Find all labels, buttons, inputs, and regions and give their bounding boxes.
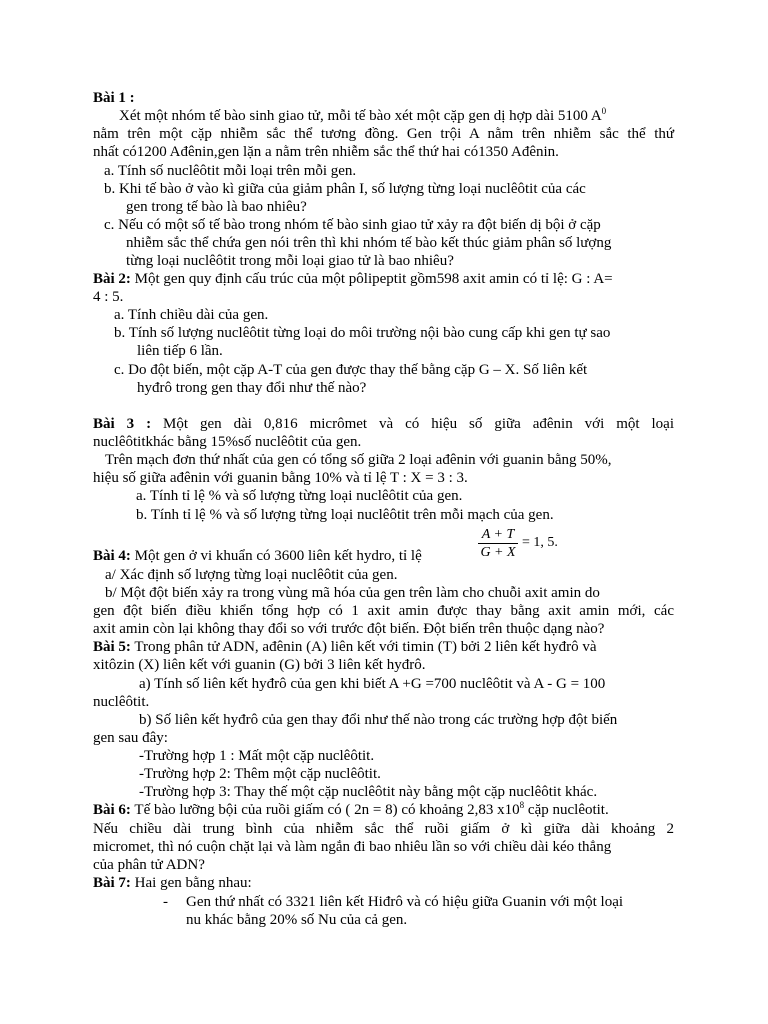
- exercise-5-line-2: xitôzin (X) liên kết với guanin (G) bởi 3 liên kết hyđrô.: [93, 657, 426, 673]
- exercise-2-line-2: 4 : 5.: [93, 289, 124, 305]
- exercise-1-item-b: b. Khi tế bào ở vào kì giữa của giảm phân I, số lượng từng loại nuclêôtit của các: [104, 181, 586, 197]
- exponent-superscript: 8: [519, 800, 525, 810]
- exercise-6-line-1: Bài 6: Tế bào lưỡng bội của ruồi giấm có ( 2n = 8) có khoảng 2,83 $x10^8$ cặp nuclêotit.: [93, 800, 609, 818]
- exercise-3-line-3: Trên mạch đơn thứ nhất của gen có tổng số giữa 2 loại ađênin với guanin bằng 50%,: [105, 452, 612, 468]
- exercise-2-item-b-cont: liên tiếp 6 lần.: [137, 343, 223, 359]
- exercise-5-item-b: b) Số liên kết hyđrô của gen thay đổi như thế nào trong các trường hợp đột biến: [139, 712, 618, 728]
- fraction-numerator: A + T: [478, 526, 518, 544]
- exercise-7-line-1: Bài 7: Hai gen bằng nhau:: [93, 875, 252, 891]
- exercise-3-line-4: hiệu số giữa ađênin với guanin bằng 10% và tỉ lệ T : X = 3 : 3.: [93, 470, 468, 486]
- exercise-3-item-a: a. Tính tỉ lệ % và số lượng từng loại nuclêôtit của gen.: [136, 488, 463, 504]
- exercise-7-bullet-1-cont: nu khác bằng 20% số Nu của cả gen.: [186, 912, 408, 928]
- exercise-4-item-b-cont-2: axit amin còn lại không thay đổi so với trước đột biến. Đột biến trên thuộc dạng nào?: [93, 621, 605, 637]
- exercise-1-item-a: a. Tính số nuclêôtit mỗi loại trên mỗi gen.: [104, 163, 357, 179]
- exercise-5-line-1: Bài 5: Trong phân tử ADN, ađênin (A) liên kết với timin (T) bởi 2 liên kết hyđrô và: [93, 639, 597, 655]
- exercise-4-line-1: Bài 4: Một gen ở vi khuẩn có 3600 liên kết hydro, tỉ lệ: [93, 548, 422, 564]
- fraction-value: = 1, 5.: [522, 535, 558, 550]
- exercise-5-case-2: -Trường hợp 2: Thêm một cặp nuclêôtit.: [139, 766, 381, 782]
- exercise-1-item-c-cont-1: nhiễm sắc thể chứa gen nói trên thì khi nhóm tế bào kết thúc giảm phân số lượng: [126, 235, 612, 251]
- exercise-6-line-2: Nếu chiều dài trung bình của nhiễm sắc thể ruồi giấm ở kì giữa dài khoảng 2: [93, 821, 674, 837]
- exercise-2-item-c-cont: hyđrô trong gen thay đổi như thế nào?: [137, 380, 367, 396]
- exercise-5-item-a-cont: nuclêôtit.: [93, 694, 150, 710]
- exercise-5-heading: Bài 5:: [93, 639, 131, 655]
- exercise-6-heading: Bài 6:: [93, 802, 131, 818]
- exercise-4-heading: Bài 4:: [93, 548, 131, 564]
- exercise-1-line-1: Xét một nhóm tế bào sinh giao tử, mỗi tế bào xét một cặp gen dị hợp dài 5100 $A^0$: [119, 106, 607, 124]
- exercise-2-line-1: Bài 2: Một gen quy định cấu trúc của một pôlipeptit gồm598 axit amin có tỉ lệ: G : A=: [93, 271, 613, 287]
- exercise-4-item-b: b/ Một đột biến xảy ra trong vùng mã hóa của gen trên làm cho chuỗi axit amin do: [105, 585, 600, 601]
- angstrom-superscript: 0: [601, 106, 607, 116]
- exercise-7-bullet-1: Gen thứ nhất có 3321 liên kết Hiđrô và có hiệu giữa Guanin với một loại: [186, 894, 624, 910]
- exercise-1-item-c-cont-2: từng loại nuclêôtit trong mỗi loại giao tử là bao nhiêu?: [126, 253, 454, 269]
- exercise-1-heading: Bài 1 :: [93, 90, 135, 106]
- exercise-3-item-b: b. Tính tỉ lệ % và số lượng từng loại nuclêôtit trên mỗi mạch của gen.: [136, 507, 554, 523]
- exercise-6-line-4: của phân tử ADN?: [93, 857, 205, 873]
- exercise-2-item-c: c. Do đột biến, một cặp A-T của gen được thay thế bằng cặp G – X. Số liên kết: [114, 362, 588, 378]
- exercise-5-item-b-cont: gen sau đây:: [93, 730, 168, 746]
- ratio-fraction: [478, 526, 518, 561]
- exercise-5-case-1: -Trường hợp 1 : Mất một cặp nuclêôtit.: [139, 748, 375, 764]
- fraction-denominator: G + X: [480, 545, 516, 560]
- exercise-1-item-b-cont: gen trong tế bào là bao nhiêu?: [126, 199, 307, 215]
- exercise-2-heading: Bài 2:: [93, 271, 131, 287]
- exercise-3-line-2: nuclêôtitkhác bằng 15%số nuclêôtit của gen.: [93, 434, 362, 450]
- exercise-3-line-1: Bài 3 : Một gen dài 0,816 micrômet và có hiệu số giữa ađênin với một loại: [93, 416, 674, 432]
- exercise-4-item-a: a/ Xác định số lượng từng loại nuclêôtit của gen.: [105, 567, 398, 583]
- exercise-1-line-3: nhất có1200 Ađênin,gen lặn a nằm trên nhiễm sắc thể thứ hai có1350 Ađênin.: [93, 144, 559, 160]
- exercise-6-line-3: micromet, thì nó cuộn chặt lại và làm ngắn đi bao nhiêu lần so với chiều dài kéo thẳng: [93, 839, 612, 855]
- exercise-5-item-a: a) Tính số liên kết hyđrô của gen khi biết A +G =700 nuclêôtit và A - G = 100: [139, 676, 606, 692]
- exercise-1-item-c: c. Nếu có một số tế bào trong nhóm tế bào sinh giao tử xảy ra đột biến dị bội ở cặp: [104, 217, 601, 233]
- exercise-2-item-a: a. Tính chiều dài của gen.: [114, 307, 269, 323]
- exercise-2-item-b: b. Tính số lượng nuclêôtit từng loại do môi trường nội bào cung cấp khi gen tự sao: [114, 325, 611, 341]
- exercise-5-case-3: -Trường hợp 3: Thay thế một cặp nuclêôtit này bằng một cặp nuclêôtit khác.: [139, 784, 598, 800]
- exercise-4-item-b-cont-1: gen đột biến điều khiển tổng hợp có 1 axit amin được thay bằng axit amin mới, các: [93, 603, 674, 619]
- exercise-3-heading: Bài 3 :: [93, 416, 152, 432]
- bullet-dash: -: [163, 894, 168, 910]
- exercise-1-line-2: nằm trên một cặp nhiễm sắc thể tương đồng. Gen trội A nằm trên nhiễm sắc thể thứ: [93, 126, 674, 142]
- exercise-7-heading: Bài 7:: [93, 875, 131, 891]
